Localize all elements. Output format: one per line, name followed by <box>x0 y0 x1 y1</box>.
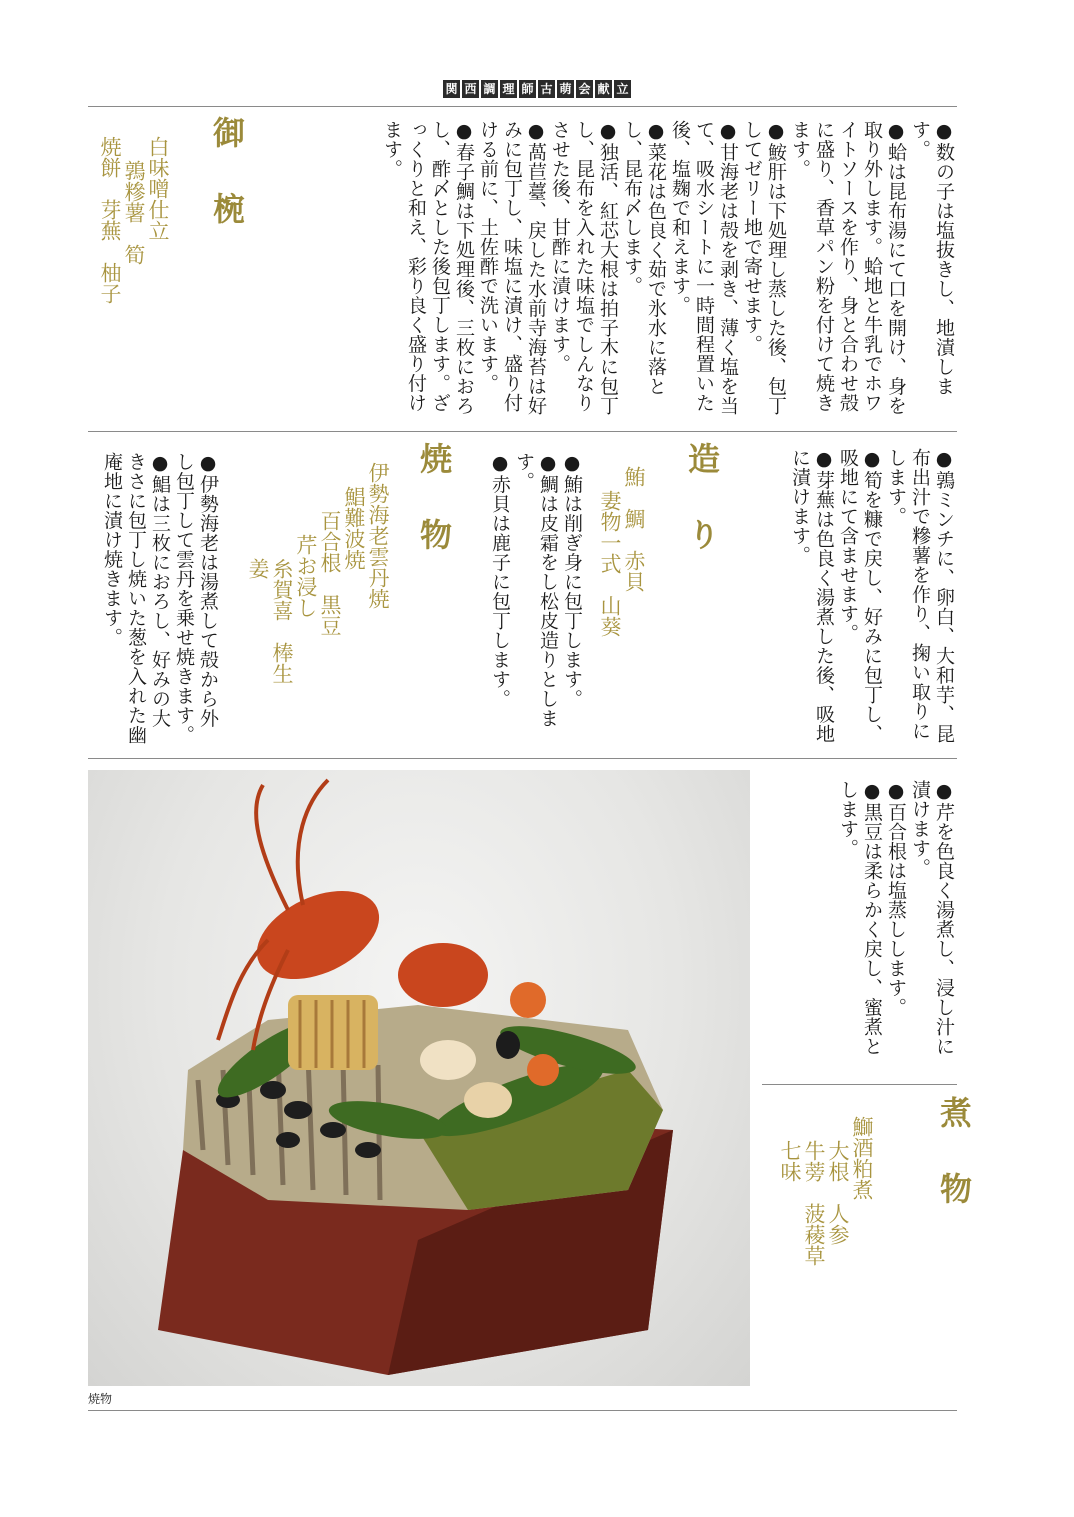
yakimono-title: 焼物 <box>415 442 453 594</box>
tsukuri-note: ●赤貝は鹿子に包丁します。 <box>489 452 511 709</box>
tsukuri-menu <box>598 466 646 666</box>
nimono-menu-item: 鰤酒粕煮 <box>850 1116 874 1200</box>
yakimono-menu-item: 糸賀喜 棒生姜 <box>246 558 294 684</box>
yakimono-notes-left <box>100 452 220 747</box>
header-char: 萌 <box>557 80 574 98</box>
divider-top <box>88 106 957 107</box>
header-title-boxes <box>443 80 631 98</box>
divider-bottom <box>88 1410 957 1411</box>
owan-note: ●芽蕪は色良く湯煮した後、吸地に漬けます。 <box>789 448 835 744</box>
top-note: ●鮟肝は下処理し蒸した後、包丁してゼリー地で寄せます。 <box>741 120 787 416</box>
owan-menu <box>98 136 170 366</box>
header-char: 会 <box>576 80 593 98</box>
divider-middle <box>88 431 957 432</box>
top-note: ●独活、紅芯大根は拍子木に包丁し、昆布を入れた味塩でしんなりさせた後、甘酢に漬けます。 <box>549 120 619 416</box>
yakimono-note: ●伊勢海老は湯煮して殻から外し包丁して雲丹を乗せ焼きます。 <box>173 452 219 745</box>
tsukuri-menu-item: 鮪 鯛 赤貝 <box>622 466 646 592</box>
header-char: 調 <box>481 80 498 98</box>
header-char: 献 <box>595 80 612 98</box>
yakimono-note: ●鯧は三枚におろし、好みの大きさに包丁し焼いた葱を入れた幽庵地に漬け焼きます。 <box>101 452 171 745</box>
yakimono-note: ●芹を色良く湯煮し、浸し汁に漬けます。 <box>909 780 955 1056</box>
owan-menu-item: 鶉糝薯 筍 <box>122 160 146 265</box>
tsukuri-menu-item: 妻物一式 山葵 <box>598 490 622 637</box>
tsukuri-title: 造り <box>683 442 721 594</box>
header-char: 関 <box>443 80 460 98</box>
photo-caption: 焼物 <box>88 1392 113 1406</box>
yakimono-menu-item: 伊勢海老雲丹焼 <box>366 462 390 609</box>
tsukuri-note: ●鮪は削ぎ身に包丁します。 <box>561 452 583 709</box>
nimono-menu-item: 大根 人参 <box>826 1140 850 1245</box>
page-header <box>0 80 1074 98</box>
header-char: 理 <box>500 80 517 98</box>
divider-lower <box>88 758 957 759</box>
owan-notes <box>788 448 956 748</box>
owan-menu-item: 焼餅 芽蕪 柚子 <box>98 136 122 304</box>
dish-photo <box>88 770 750 1386</box>
header-char: 立 <box>614 80 631 98</box>
nimono-menu-item: 牛蒡 菠薐草 <box>802 1140 826 1266</box>
top-note: ●蛤は昆布湯にて口を開け、身を取り外します。蛤地と牛乳でホワイトソースを作り、身と合わせ殻に盛り、香草パン粉を付けて焼きます。 <box>789 120 907 416</box>
tsukuri-notes <box>488 452 584 747</box>
yakimono-menu-item: 芹お浸し <box>294 534 318 618</box>
header-char: 西 <box>462 80 479 98</box>
header-char: 古 <box>538 80 555 98</box>
yakimono-menu-item: 百合根 黒豆 <box>318 510 342 636</box>
nimono-title: 煮物 <box>935 1096 973 1248</box>
yakimono-note: ●黒豆は柔らかく戻し、蜜煮とします。 <box>837 780 883 1056</box>
header-char: 師 <box>519 80 536 98</box>
owan-note: ●鶉ミンチに、卵白、大和芋、昆布出汁で糝薯を作り、掬い取りにします。 <box>885 448 955 744</box>
top-note: ●甘海老は殻を剥き、薄く塩を当て、吸水シートに一時間程置いた後、塩麹で和えます。 <box>669 120 739 416</box>
yakimono-menu <box>246 462 390 702</box>
yakimono-menu-item: 鯧難波焼 <box>342 486 366 570</box>
nimono-menu <box>778 1116 874 1316</box>
nimono-menu-item: 七味 <box>778 1140 802 1182</box>
top-note: ●春子鯛は下処理後、三枚におろし、酢〆とした後包丁します。ざっくりと和え、彩り良く盛り付けます。 <box>381 120 475 416</box>
dish-illustration <box>88 770 750 1386</box>
owan-menu-item: 白味噌仕立 <box>146 136 170 241</box>
divider-nimono <box>762 1084 957 1085</box>
yakimono-note: ●百合根は塩蒸しします。 <box>885 780 907 1017</box>
top-note: ●萵苣薹、戻した水前寺海苔は好みに包丁し、味塩に漬け、盛り付ける前に、土佐酢で洗います。 <box>477 120 547 416</box>
tsukuri-note: ●鯛は皮霜をし松皮造りとします。 <box>513 452 559 728</box>
top-notes <box>380 120 956 420</box>
top-note: ●数の子は塩抜きし、地漬します。 <box>909 120 955 396</box>
yakimono-notes-right <box>836 780 956 1075</box>
owan-note: ●筍を糠で戻し、好みに包丁し、吸地にて含ませます。 <box>837 448 883 744</box>
owan-title: 御椀 <box>208 116 246 268</box>
top-note: ●菜花は色良く茹で氷水に落とし、昆布〆します。 <box>621 120 667 396</box>
